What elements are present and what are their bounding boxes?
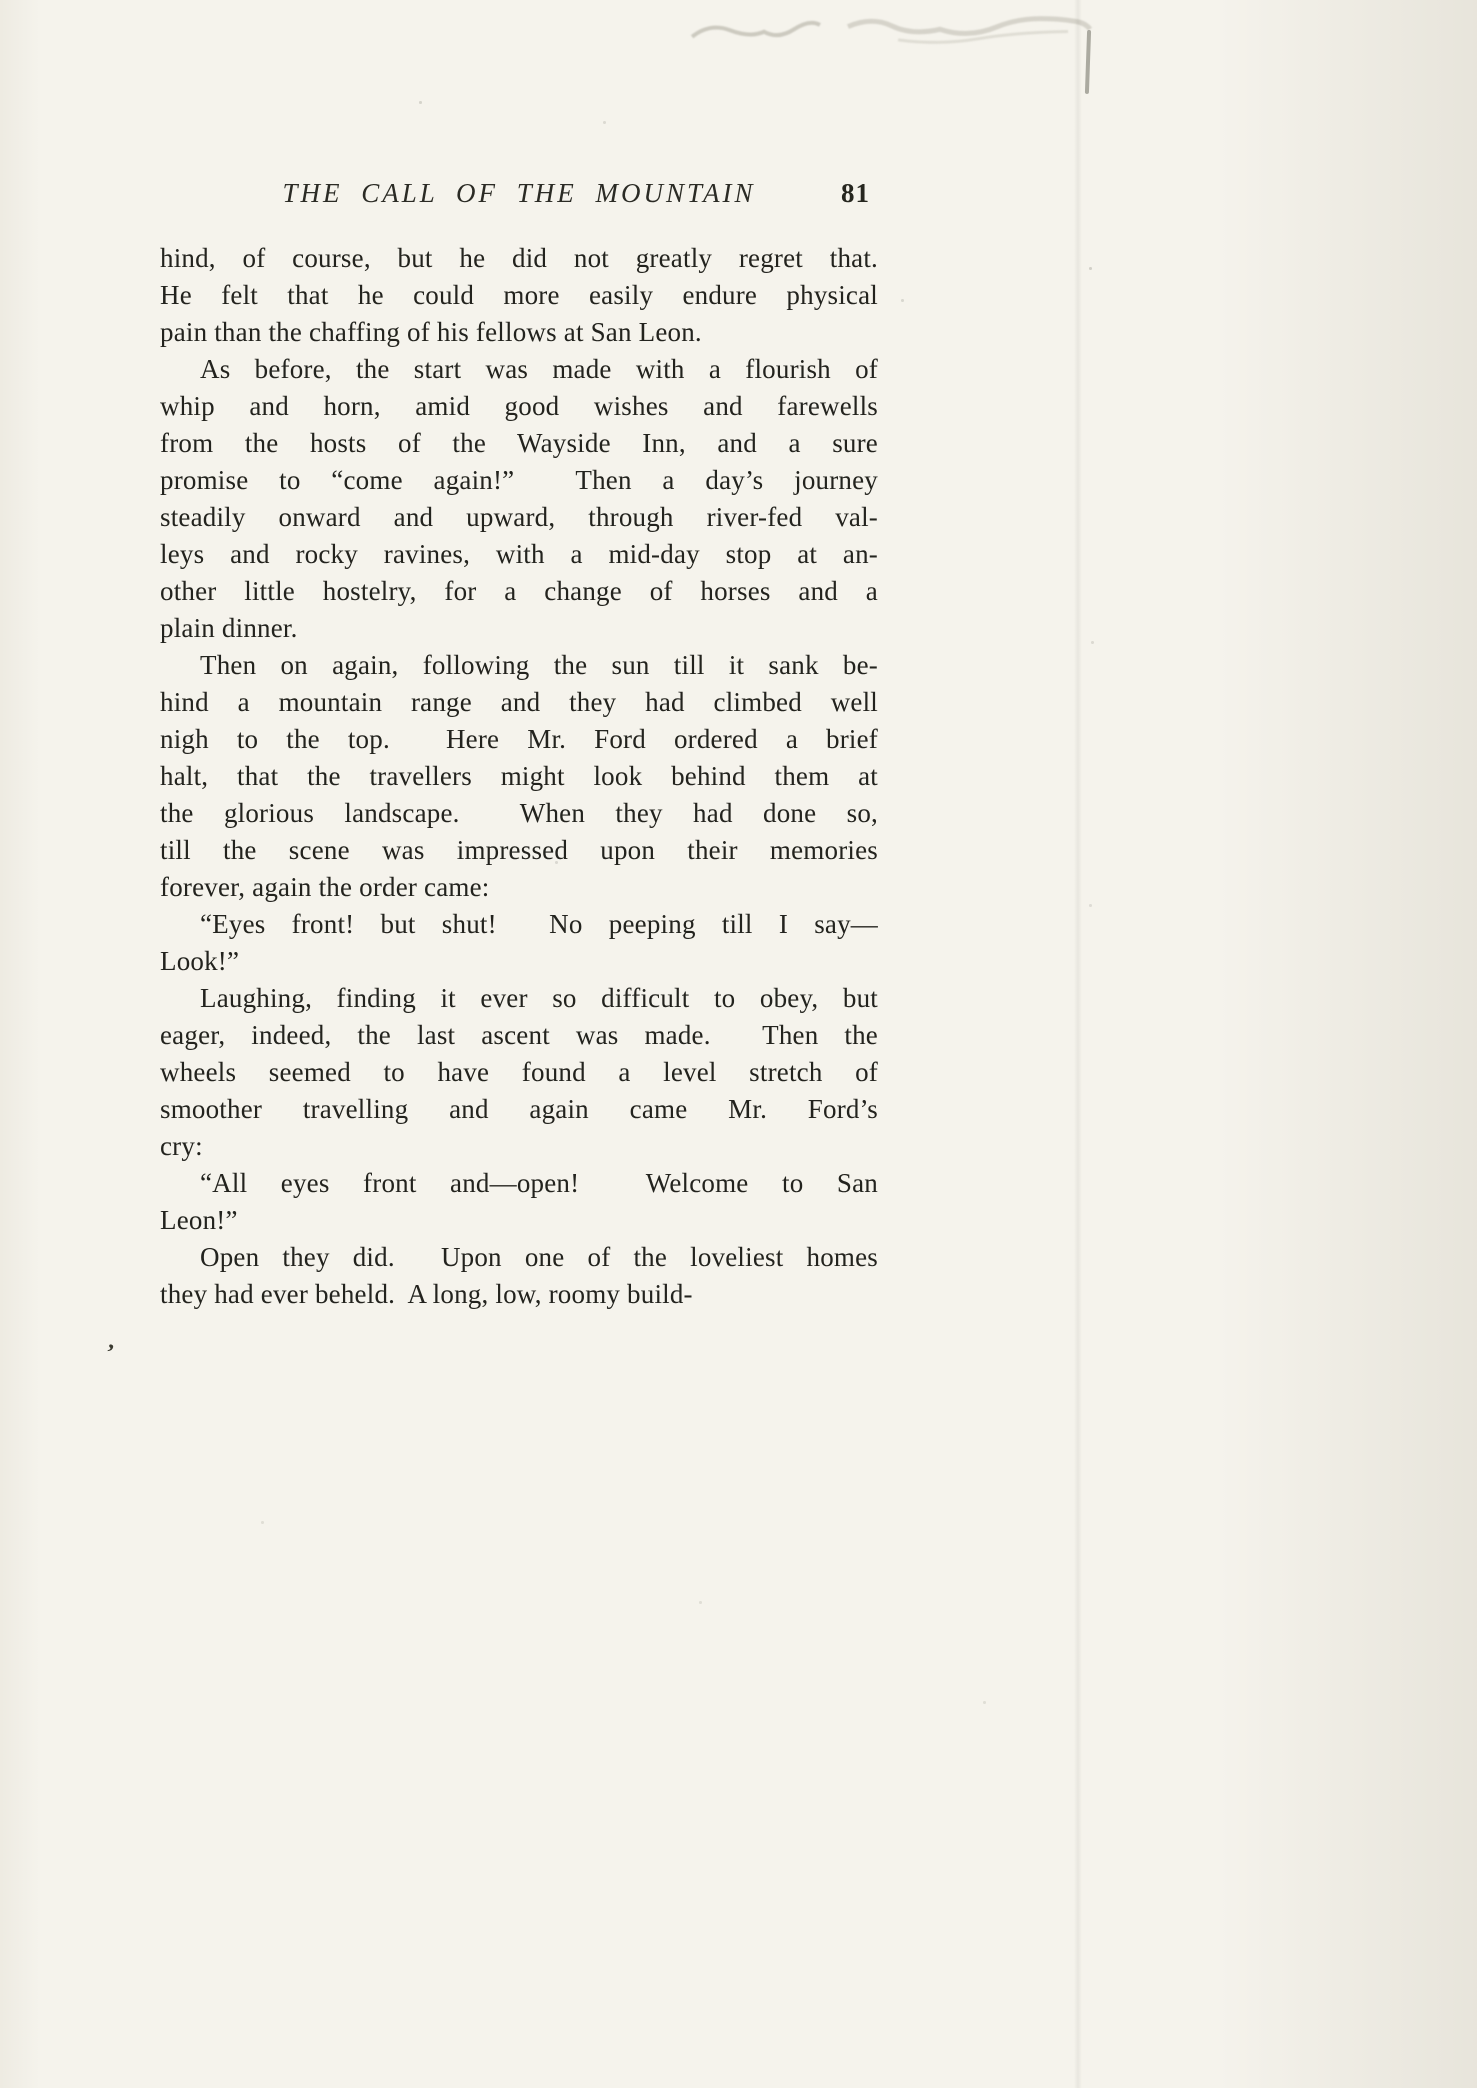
text-line: halt, that the travellers might look behind them at: [160, 761, 878, 791]
text-line: they had ever beheld. A long, low, roomy build-: [160, 1279, 693, 1309]
text-line: till the scene was impressed upon their memories: [160, 835, 878, 865]
text-line: Then on again, following the sun till it sank be-: [200, 650, 878, 680]
paragraph: [160, 351, 878, 647]
text-line: from the hosts of the Wayside Inn, and a sure: [160, 428, 878, 458]
paragraph: [160, 240, 878, 351]
text-line: “All eyes front and—open! Welcome to San: [200, 1168, 878, 1198]
page-crease: [1074, 0, 1082, 2088]
running-header: [160, 178, 878, 212]
paragraph: [160, 1239, 878, 1313]
paragraph: [160, 906, 878, 980]
text-line: promise to “come again!” Then a day’s journey: [160, 465, 878, 495]
ink-mark-artifact: ‚: [105, 1327, 119, 1355]
text-line: Open they did. Upon one of the loveliest homes: [200, 1242, 878, 1272]
text-line: whip and horn, amid good wishes and farewells: [160, 391, 878, 421]
page-number: 81: [841, 178, 870, 208]
paragraph: [160, 980, 878, 1165]
text-line: leys and rocky ravines, with a mid-day stop at an-: [160, 539, 878, 569]
text-line: forever, again the order came:: [160, 872, 490, 902]
text-line: cry:: [160, 1131, 203, 1161]
text-line: plain dinner.: [160, 613, 298, 643]
scan-smudge-artifact: [688, 1, 1093, 59]
text-line: steadily onward and upward, through river-fed val-: [160, 502, 878, 532]
text-line: pain than the chaffing of his fellows at San Leon.: [160, 317, 702, 347]
paragraph: [160, 1165, 878, 1239]
page-text: [160, 240, 878, 1313]
text-line: other little hostelry, for a change of horses and a: [160, 576, 878, 606]
text-line: He felt that he could more easily endure physical: [160, 280, 878, 310]
chapter-title: THE CALL OF THE MOUNTAIN: [282, 178, 756, 208]
text-line: eager, indeed, the last ascent was made. Then the: [160, 1020, 878, 1050]
text-line: smoother travelling and again came Mr. Ford’s: [160, 1094, 878, 1124]
text-line: As before, the start was made with a flourish of: [200, 354, 878, 384]
scan-noise-dots: [0, 0, 1, 1]
text-line: Leon!”: [160, 1205, 238, 1235]
paragraph: [160, 647, 878, 906]
text-line: nigh to the top. Here Mr. Ford ordered a brief: [160, 724, 878, 754]
text-line: hind a mountain range and they had climbed well: [160, 687, 878, 717]
text-line: the glorious landscape. When they had done so,: [160, 798, 878, 828]
text-line: hind, of course, but he did not greatly regret that.: [160, 243, 878, 273]
text-line: Laughing, finding it ever so difficult to obey, but: [200, 983, 878, 1013]
scan-tick-artifact: [1085, 30, 1091, 94]
text-line: Look!”: [160, 946, 240, 976]
text-line: “Eyes front! but shut! No peeping till I say—: [200, 909, 878, 939]
text-line: wheels seemed to have found a level stretch of: [160, 1057, 878, 1087]
